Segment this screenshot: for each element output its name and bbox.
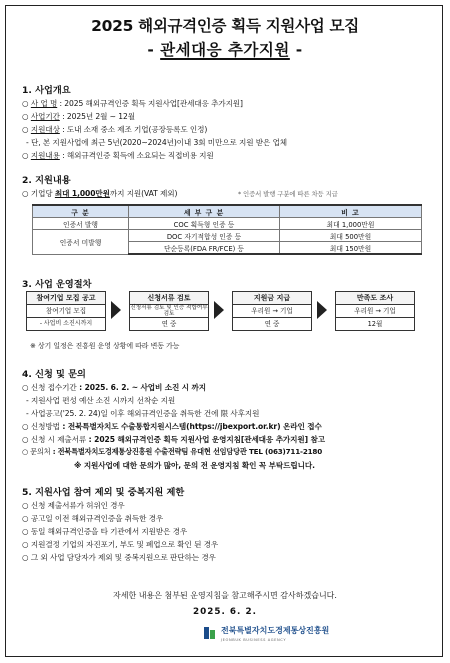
- table-row: [33, 230, 422, 242]
- step-period: 12월: [335, 318, 415, 331]
- overview-name-value: : 2025 해외규격인증 획득 지원사업[관세대응 추가지원]: [57, 99, 243, 108]
- arrow-right-icon: [317, 301, 327, 319]
- support-max-prefix: 기업당: [30, 189, 55, 198]
- support-max-suffix: 까지 지원(VAT 제외): [109, 189, 178, 198]
- apply-post-support-note: - 사업공고('25. 2. 24)일 이후 해외규격인증을 취득한 건에 限 사후지원: [26, 409, 260, 418]
- step-period: 연 중: [129, 318, 209, 331]
- process-note: ※ 상기 일정은 진흥원 운영 상황에 따라 변동 가능: [30, 342, 180, 350]
- agency-name: 전북특별자치도경제통상진흥원: [221, 626, 330, 635]
- title-highlight: 관세대응 추가지원: [160, 41, 290, 59]
- step-content: 참여기업 모집: [26, 305, 106, 318]
- table-header-cell: 세 부 구 분: [129, 205, 280, 218]
- overview-target: [22, 124, 207, 135]
- step-period: 연 중: [232, 318, 312, 331]
- exclusion-text: 공고일 이전 해외규격인증을 취득한 경우: [30, 514, 164, 523]
- overview-content-label: 지원내용: [30, 151, 60, 160]
- apply-documents-label: 신청 시 제출서류: [30, 435, 87, 444]
- title-dash-left: -: [147, 41, 161, 59]
- step-title: 신청서류 검토: [129, 291, 209, 305]
- table-cell-detail: 단순등록(FDA FR/FCE) 등: [129, 242, 280, 255]
- section-3-heading: 3. 사업 운영절차: [22, 279, 92, 290]
- apply-period-label: 신청 접수기간: [30, 383, 77, 392]
- list-item: [22, 513, 163, 524]
- process-step-4: [335, 291, 415, 331]
- list-item: [22, 539, 218, 550]
- list-item: [22, 526, 187, 537]
- apply-period-value: : 2025. 6. 2. ~ 사업비 소진 시 까지: [76, 383, 207, 392]
- bullet-icon: ○: [22, 553, 29, 562]
- arrow-right-icon: [111, 301, 121, 319]
- footer-message: 자세한 내용은 첨부된 운영지침을 참고해주시면 감사하겠습니다.: [113, 591, 337, 600]
- bullet-icon: ○: [22, 151, 29, 160]
- overview-target-detail: - 단, 본 지원사업에 최근 5년(2020~2024년)이내 3회 미만으로 지원 받은 업체: [26, 138, 288, 147]
- table-cell-note: 최대 500만원: [280, 230, 422, 242]
- agency-name-en: JEONBUK BUSINESS AGENCY: [221, 638, 287, 642]
- process-step-2: [129, 291, 209, 331]
- table-cell-detail: DOC 자기적합성 인증 등: [129, 230, 280, 242]
- overview-period: [22, 111, 135, 122]
- table-row: [33, 218, 422, 230]
- overview-content: [22, 150, 214, 161]
- exclusion-text: 그 외 사업 담당자가 제외 및 중복지원으로 판단하는 경우: [30, 553, 216, 562]
- table-header-cell: 구 분: [33, 205, 129, 218]
- section-1-heading: 1. 사업개요: [22, 85, 71, 96]
- bullet-icon: ○: [22, 514, 29, 523]
- list-item: [22, 500, 125, 511]
- support-note: * 인증서 발행 구분에 따른 차등 지급: [238, 190, 338, 198]
- step-title: 만족도 조사: [335, 291, 415, 305]
- apply-method-label: 신청방법: [30, 422, 60, 431]
- overview-content-value: : 해외규격인증 획득에 소요되는 직접비용 지원: [59, 151, 214, 160]
- bullet-icon: ○: [22, 527, 29, 536]
- table-header-cell: 비 고: [280, 205, 422, 218]
- bullet-icon: ○: [22, 383, 29, 392]
- overview-name: [22, 98, 243, 109]
- bullet-icon: ○: [22, 112, 29, 121]
- overview-target-label: 지원대상: [30, 125, 60, 134]
- step-period: - 사업비 소진시까지: [26, 318, 106, 331]
- step-title: 지원금 지급: [232, 291, 312, 305]
- bullet-icon: ○: [22, 125, 29, 134]
- bullet-icon: ○: [22, 540, 29, 549]
- step-content: 우리원 → 기업: [232, 305, 312, 318]
- support-table: [32, 204, 422, 255]
- title-line-1: 2025 해외규격인증 획득 지원사업 모집: [91, 17, 359, 35]
- step-title: 참여기업 모집 공고: [26, 291, 106, 305]
- contact-label: 문의처: [30, 447, 51, 456]
- section-4-heading: 4. 신청 및 문의: [22, 369, 86, 380]
- process-step-1: [26, 291, 106, 331]
- apply-documents: [22, 434, 325, 445]
- arrow-right-icon: [214, 301, 224, 319]
- bullet-icon: ○: [22, 435, 29, 444]
- overview-target-value: : 도내 소재 중소 제조 기업(공장등록도 인정): [59, 125, 208, 134]
- overview-period-label: 사업기간: [30, 112, 60, 121]
- section-2-heading: 2. 지원내용: [22, 175, 71, 186]
- apply-method-value: : 전북특별자치도 수출통합지원시스템(https://jbexport.or.kr) 온라인 접수: [59, 422, 322, 431]
- exclusion-text: 지원결정 기업의 자진포기, 부도 및 폐업으로 확인 된 경우: [30, 540, 219, 549]
- step-content: 신청서류 검토 및 인증 적합여부 검토: [130, 305, 208, 317]
- support-max-amount: 최대 1,000만원: [54, 189, 110, 198]
- list-item: [22, 552, 216, 563]
- exclusion-text: 신청 제출서류가 허위인 경우: [30, 501, 125, 510]
- section-5-heading: 5. 지원사업 참여 제외 및 중복지원 제한: [22, 487, 185, 498]
- bullet-icon: ○: [22, 501, 29, 510]
- bullet-icon: ○: [22, 99, 29, 108]
- title-dash-right: -: [289, 41, 303, 59]
- apply-budget-note: - 지원사업 편성 예산 소진 시까지 선착순 지원: [26, 396, 176, 405]
- table-cell-detail: COC 획득형 인증 등: [129, 218, 280, 230]
- overview-period-value: : 2025년 2월 ~ 12월: [59, 112, 135, 121]
- support-max-line: [22, 188, 177, 199]
- table-cell-note: 최대 150만원: [280, 242, 422, 255]
- step-content: 우리원 → 기업: [335, 305, 415, 318]
- apply-documents-value: : 2025 해외규격인증 획득 지원사업 운영지침[관세대응 추가지원] 참고: [86, 435, 326, 444]
- bullet-icon: ○: [22, 422, 29, 431]
- overview-name-label: 사 업 명: [30, 99, 58, 108]
- contact-value: : 전북특별자치도경제통상진흥원 수출전략팀 유대현 선임담당관 TEL (063)711-2180: [50, 447, 323, 456]
- contact-info: [22, 447, 322, 457]
- title-line-2: [0, 38, 450, 60]
- bullet-icon: ○: [22, 447, 29, 456]
- footer-date: 2025. 6. 2.: [193, 607, 257, 617]
- table-cell-note: 최대 1,000만원: [280, 218, 422, 230]
- exclusion-text: 동일 해외규격인증을 타 기관에서 지원받은 경우: [30, 527, 188, 536]
- table-header-row: [33, 205, 422, 218]
- apply-method: [22, 421, 322, 432]
- table-cell-category: 인증서 발행: [33, 218, 129, 230]
- process-step-3: [232, 291, 312, 331]
- bullet-icon: ○: [22, 189, 29, 198]
- apply-period: [22, 382, 206, 393]
- agency-logo-icon: [203, 626, 217, 640]
- table-cell-category: 인증서 미발행: [33, 230, 129, 255]
- contact-note: ※ 지원사업에 대한 문의가 많아, 문의 전 운영지침 확인 꼭 부탁드립니다.: [74, 461, 315, 470]
